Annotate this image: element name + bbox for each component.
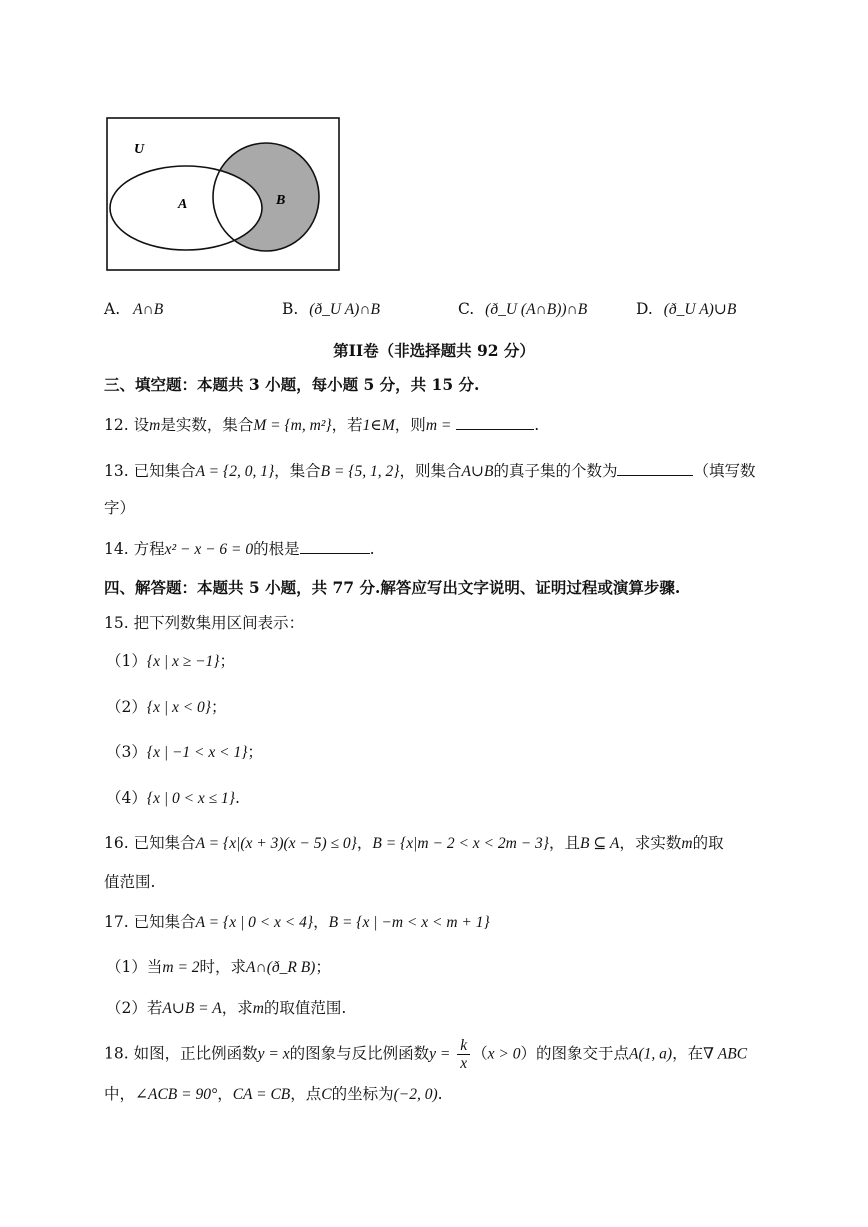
q14-answer-blank [300, 537, 370, 554]
q16-set-b: B = {x|m − 2 < x < 2m − 3} [372, 835, 549, 852]
q17-sep: ， [313, 913, 329, 931]
q16-number: 16. [104, 834, 129, 852]
q18-text-f: 中， [104, 1085, 136, 1103]
q17-set-a: A = {x | 0 < x < 4} [195, 914, 314, 931]
q12-m-equals: m = [425, 417, 452, 434]
q14-end: . [369, 540, 375, 558]
q13-answer-blank [617, 459, 693, 476]
option-a [104, 298, 163, 321]
q13-set-b: B = {5, 1, 2} [320, 463, 400, 480]
question-16 [104, 832, 724, 855]
q12-set-expr: M = {m, m²} [253, 417, 332, 434]
option-d-expr: (ð_U A)∪B [663, 301, 737, 318]
set-a-label: A [178, 197, 188, 212]
q18-triangle: ∇ ABC [703, 1045, 748, 1063]
q18-angle: ∠ACB = 90° [135, 1086, 218, 1103]
q14-equation: x² − x − 6 = 0 [164, 541, 254, 558]
q18-point-c: C [321, 1086, 332, 1103]
q18-text-c: （ [472, 1044, 488, 1063]
q15-item-end: . [235, 789, 240, 807]
q17-sub2-text: ，求 [221, 999, 253, 1017]
q15-item-2 [106, 696, 227, 719]
q18-linear-function: y = x [257, 1045, 290, 1063]
q15-stem: 15. 把下列数集用区间表示： [104, 614, 305, 632]
q15-item-expr: {x | x < 0} [146, 699, 212, 716]
q13-text-d: 的真子集的个数为 [493, 462, 618, 480]
q15-item-label: （3） [106, 743, 147, 761]
q17-sub2-label: （2）若 [106, 999, 163, 1017]
q18-sep: ， [217, 1085, 233, 1103]
q18-text-h: 的坐标为 [331, 1085, 394, 1103]
set-b-label: B [276, 193, 286, 208]
q18-domain: x > 0 [487, 1045, 521, 1063]
option-d-letter: D. [636, 300, 653, 318]
question-18 [104, 1037, 747, 1072]
q16-condition: B ⊆ A [580, 835, 620, 852]
q17-sub2-end: 的取值范围. [263, 999, 347, 1017]
q15-item-label: （4） [106, 789, 147, 807]
q18-continuation [104, 1083, 443, 1106]
q15-item-3 [106, 741, 263, 764]
q13-text-a: 已知集合 [133, 462, 196, 480]
q15-item-label: （2） [106, 698, 147, 716]
q16-text-b: ，且 [548, 834, 580, 852]
q18-text-a: 如图，正比例函数 [133, 1044, 258, 1063]
q12-text-a: 设 [133, 416, 150, 434]
option-a-expr: A∩B [133, 301, 164, 318]
q15-item-label: （1） [106, 652, 147, 670]
q18-fraction-denominator: x [460, 1055, 468, 1072]
q18-text-b: 的图象与反比例函数 [289, 1044, 430, 1063]
q14-text-b: 的根是 [253, 540, 300, 558]
q18-text-e: ，在 [672, 1044, 704, 1063]
q15-item-end: ； [211, 698, 227, 716]
q16-continuation: 值范围. [104, 873, 156, 891]
q18-point-a: A(1, a) [629, 1045, 673, 1063]
q17-set-b: B = {x | −m < x < m + 1} [328, 914, 490, 931]
q14-text-a: 方程 [133, 540, 165, 558]
q17-sub1-text: 时，求 [199, 958, 247, 976]
option-c [458, 298, 587, 321]
q13-number: 13. [104, 462, 129, 480]
q16-sep: ， [356, 834, 373, 852]
q18-coordinate: (−2, 0) [393, 1086, 438, 1103]
q15-item-1 [106, 650, 235, 673]
venn-diagram [104, 115, 344, 275]
q12-m: m [149, 417, 161, 434]
q14-number: 14. [104, 540, 129, 558]
q13-set-a: A = {2, 0, 1} [195, 463, 275, 480]
universal-label: U [134, 142, 145, 157]
section-title: 第II卷（非选择题共 92 分） [333, 341, 535, 360]
q12-end: . [534, 416, 540, 434]
q12-number: 12. [104, 416, 129, 434]
part3-heading: 三、填空题：本题共 3 小题，每小题 5 分，共 15 分. [104, 375, 480, 394]
q13-text-e: （填写数 [693, 462, 756, 480]
q12-condition: 1∈M [362, 417, 395, 434]
q15-item-expr: {x | x ≥ −1} [146, 653, 220, 670]
q18-number: 18. [104, 1044, 129, 1063]
option-c-letter: C. [458, 300, 475, 318]
q17-sub2-m: m [252, 1000, 264, 1017]
q16-text-c: ，求实数 [619, 834, 682, 852]
option-d [636, 298, 736, 321]
q16-text-a: 已知集合 [133, 834, 196, 852]
q17-part-1 [106, 956, 331, 979]
option-a-letter: A. [104, 300, 121, 318]
q15-item-end: ； [219, 652, 236, 670]
q12-answer-blank [456, 413, 534, 430]
q16-m: m [681, 835, 693, 852]
q13-union: A∪B [461, 463, 494, 480]
q18-text-g: ，点 [290, 1085, 322, 1103]
option-b-expr: (ð_U A)∩B [309, 301, 381, 318]
q17-text-a: 已知集合 [133, 913, 196, 931]
option-c-expr: (ð_U (A∩B))∩B [485, 301, 588, 318]
q15-item-expr: {x | 0 < x ≤ 1} [146, 790, 236, 807]
q12-text-b: 是实数，集合 [160, 416, 254, 434]
q18-fraction-numerator: k [457, 1037, 470, 1055]
q17-sub1-end: ； [315, 958, 331, 976]
question-14 [104, 537, 375, 561]
q13-text-c: ，则集合 [399, 462, 462, 480]
q18-equal-sides: CA = CB [232, 1086, 291, 1103]
q17-sub1-expr: A∩(ð_R B) [246, 959, 316, 976]
q18-inverse-lhs: y = [429, 1045, 451, 1063]
q12-text-d: ，则 [394, 416, 426, 434]
q17-sub1-label: （1）当 [106, 958, 163, 976]
q18-text-d: ）的图象交于点 [520, 1044, 630, 1063]
q17-part-2 [106, 997, 346, 1020]
question-12 [104, 413, 539, 437]
option-b [282, 298, 380, 321]
q16-text-d: 的取 [692, 834, 724, 852]
q13-text-b: ，集合 [274, 462, 321, 480]
question-17 [104, 911, 490, 934]
option-b-letter: B. [282, 300, 299, 318]
q17-number: 17. [104, 913, 129, 931]
q17-sub1-condition: m = 2 [162, 959, 200, 976]
q16-set-a: A = {x|(x + 3)(x − 5) ≤ 0} [195, 835, 357, 852]
q18-fraction [457, 1037, 470, 1072]
q15-item-4 [106, 787, 240, 810]
q15-item-end: ； [247, 743, 263, 761]
q18-end: . [437, 1085, 443, 1103]
q17-sub2-condition: A∪B = A [162, 1000, 222, 1017]
q12-text-c: ，若 [331, 416, 363, 434]
q15-item-expr: {x | −1 < x < 1} [146, 744, 248, 761]
question-13 [104, 459, 755, 483]
part4-heading: 四、解答题：本题共 5 小题，共 77 分.解答应写出文字说明、证明过程或演算步骤. [104, 578, 681, 597]
q13-continuation: 字） [104, 499, 136, 517]
